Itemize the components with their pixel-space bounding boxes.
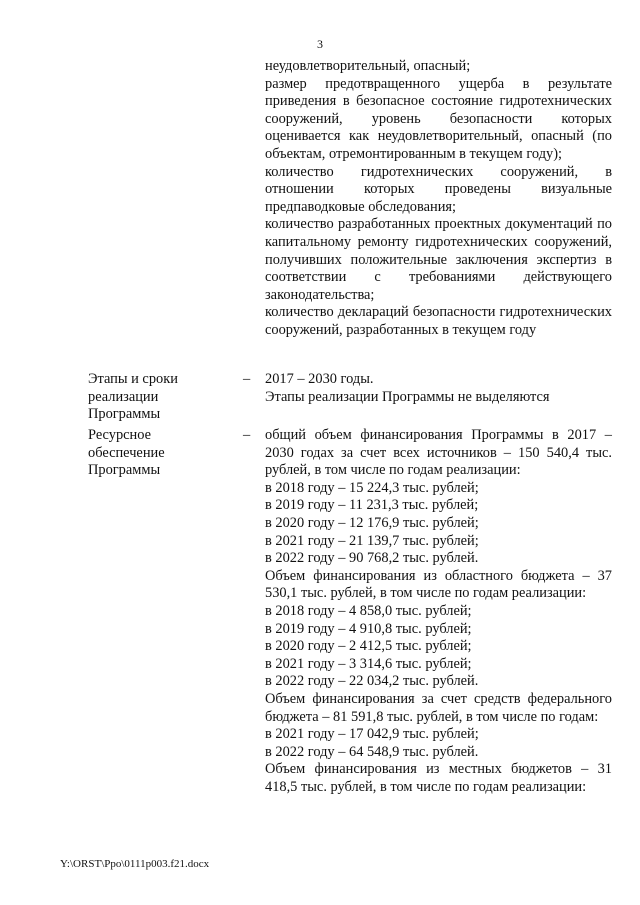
- resources-paragraph: Объем финансирования из областного бюджета – 37 530,1 тыс. рублей, в том числе по годам реализации:: [265, 567, 612, 602]
- footer-file-path: Y:\ORST\Ppo\0111p003.f21.docx: [60, 858, 210, 870]
- stages-label: Этапы и сроки реализации Программы: [88, 371, 178, 423]
- resources-label: Ресурсное обеспечение Программы: [88, 427, 165, 479]
- resources-paragraph: в 2019 году – 4 910,8 тыс. рублей;: [265, 620, 472, 637]
- resources-paragraph: Объем финансирования за счет средств федерального бюджета – 81 591,8 тыс. рублей, в том числе по годам:: [265, 690, 612, 725]
- indicator-paragraph: количество деклараций безопасности гидротехнических сооружений, разработанных в текущем году: [265, 304, 612, 338]
- indicator-paragraph: количество разработанных проектных документаций по капитальному ремонту гидротехнических сооружений, получивших положительные заключения экспертиз в соответствии с требованиями действующего законодательства;: [265, 216, 612, 303]
- resources-paragraph: в 2021 году – 17 042,9 тыс. рублей;: [265, 726, 479, 743]
- resources-paragraph: в 2020 году – 12 176,9 тыс. рублей;: [265, 514, 479, 531]
- resources-paragraph: в 2021 году – 3 314,6 тыс. рублей;: [265, 655, 472, 672]
- resources-paragraph: общий объем финансирования Программы в 2017 – 2030 годах за счет всех источников – 150 540,4 тыс. рублей, в том числе по годам реализации:: [265, 427, 612, 479]
- stages-dash: –: [243, 371, 251, 387]
- resources-dash: –: [243, 427, 251, 443]
- indicator-paragraph: размер предотвращенного ущерба в результате приведения в безопасное состояние гидротехнических сооружений, уровень безопасности которых оценивается как неудовлетворительный, опасный (по объектам, отремонтированным в текущем году);: [265, 75, 612, 162]
- stages-text: [265, 371, 612, 406]
- resources-paragraph: Объем финансирования из местных бюджетов – 31 418,5 тыс. рублей, в том числе по годам реализации:: [265, 761, 612, 795]
- stages-paragraph: Этапы реализации Программы не выделяются: [265, 388, 550, 405]
- page-number: 3: [317, 37, 323, 51]
- resources-paragraph: в 2020 году – 2 412,5 тыс. рублей;: [265, 638, 472, 655]
- indicator-paragraph: неудовлетворительный, опасный;: [265, 58, 471, 74]
- resources-paragraph: в 2018 году – 15 224,3 тыс. рублей;: [265, 479, 479, 496]
- indicator-paragraph: количество гидротехнических сооружений, в отношении которых проведены визуальные предпаводковые обследования;: [265, 163, 612, 215]
- resources-paragraph: в 2018 году – 4 858,0 тыс. рублей;: [265, 602, 472, 619]
- resources-text: [265, 427, 612, 796]
- resources-paragraph: в 2022 году – 90 768,2 тыс. рублей.: [265, 550, 479, 567]
- resources-paragraph: в 2019 году – 11 231,3 тыс. рублей;: [265, 497, 479, 514]
- resources-paragraph: в 2022 году – 64 548,9 тыс. рублей.: [265, 743, 479, 760]
- stages-paragraph: 2017 – 2030 годы.: [265, 371, 374, 387]
- resources-paragraph: в 2022 году – 22 034,2 тыс. рублей.: [265, 673, 479, 690]
- indicators-text: [265, 58, 612, 340]
- resources-paragraph: в 2021 году – 21 139,7 тыс. рублей;: [265, 532, 479, 549]
